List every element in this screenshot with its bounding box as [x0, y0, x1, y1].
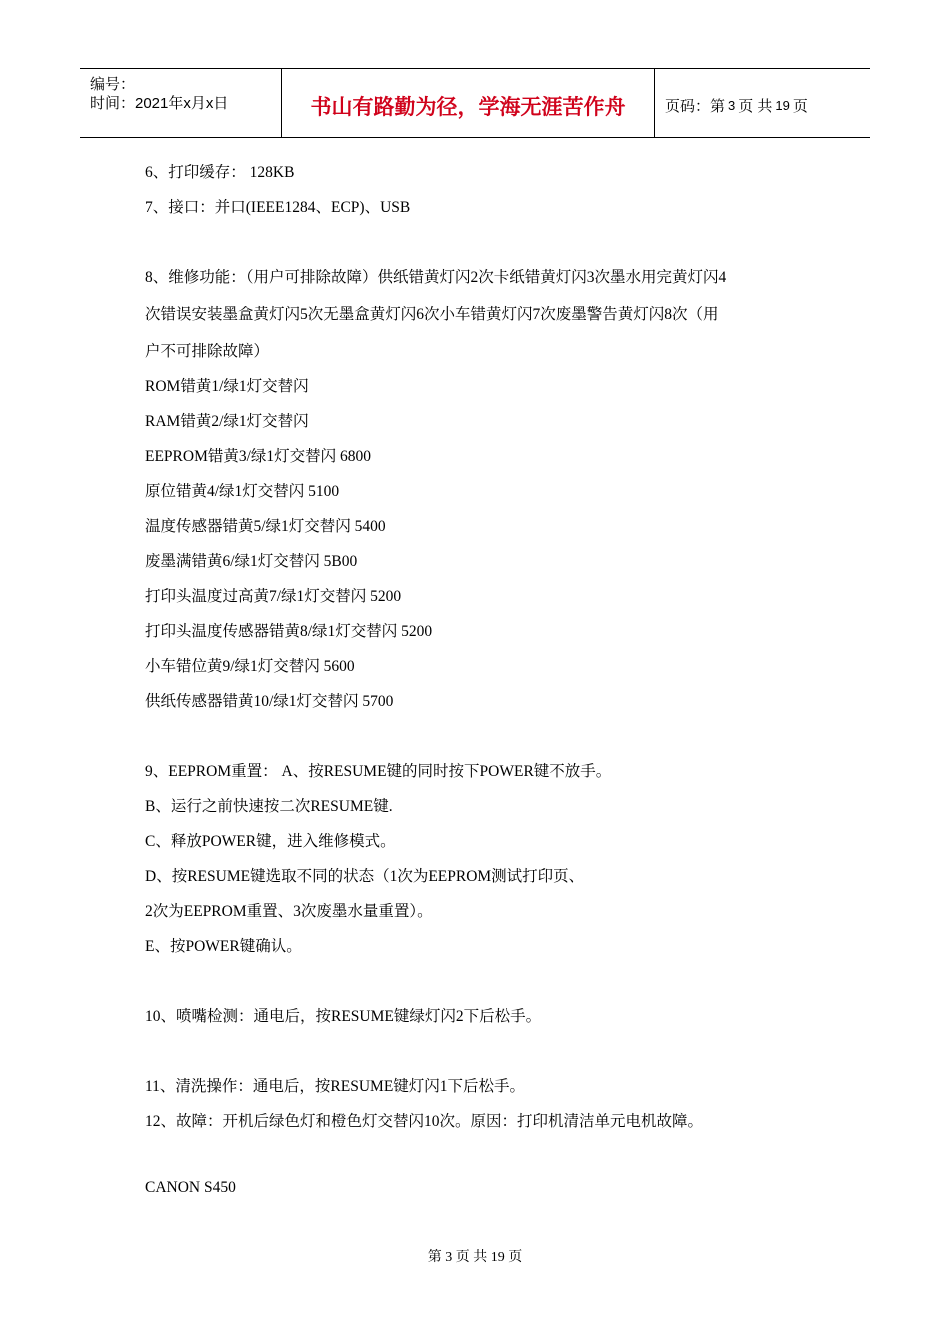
paragraph-line: 原位错黄4/绿1灯交替闪 5100	[145, 483, 340, 500]
paragraph-line: 小车错位黄9/绿1灯交替闪 5600	[145, 658, 355, 675]
paragraph-line: 2次为EEPROM重置、3次废墨水量重置）。	[145, 903, 433, 920]
page-prefix: 页码：第	[665, 97, 726, 115]
paragraph-line: 6、打印缓存： 128KB	[145, 164, 295, 181]
header-info-cell	[80, 69, 282, 137]
paragraph-line: 次错误安装墨盒黄灯闪5次无墨盒黄灯闪6次小车错黄灯闪7次废墨警告黄灯闪8次（用	[145, 306, 719, 323]
paragraph-line: 户不可排除故障）	[145, 343, 270, 360]
paragraph-line: ROM错黄1/绿1灯交替闪	[145, 378, 309, 395]
paragraph-line: 10、喷嘴检测：通电后，按RESUME键绿灯闪2下后松手。	[145, 1008, 542, 1025]
paragraph-line: RAM错黄2/绿1灯交替闪	[145, 413, 309, 430]
page-total: 19	[775, 97, 790, 113]
paragraph-line: 打印头温度过高黄7/绿1灯交替闪 5200	[145, 588, 402, 605]
header-motto: 书山有路勤为径，学海无涯苦作舟	[310, 95, 626, 119]
paragraph-line: C、释放POWER键，进入维修模式。	[145, 833, 396, 850]
paragraph-line: 温度传感器错黄5/绿1灯交替闪 5400	[145, 518, 386, 535]
paragraph-line: D、按RESUME键选取不同的状态（1次为EEPROM测试打印页、	[145, 868, 585, 885]
header-page-cell	[655, 69, 870, 137]
paragraph-line: 废墨满错黄6/绿1灯交替闪 5B00	[145, 553, 358, 570]
document-date: 时间：2021年x月x日	[90, 95, 229, 112]
paragraph-line: 7、接口：并口(IEEE1284、ECP)、USB	[145, 199, 411, 216]
paragraph-line: B、运行之前快速按二次RESUME键.	[145, 798, 393, 815]
paragraph-line: 11、清洗操作：通电后，按RESUME键灯闪1下后松手。	[145, 1078, 526, 1095]
document-number-label: 编号：	[90, 76, 136, 93]
paragraph-line: CANON S450	[145, 1179, 236, 1196]
paragraph-line: E、按POWER键确认。	[145, 938, 302, 955]
paragraph-line: 12、故障：开机后绿色灯和橙色灯交替闪10次。原因：打印机清洁单元电机故障。	[145, 1113, 704, 1130]
paragraph-line: 9、EEPROM重置： A、按RESUME键的同时按下POWER键不放手。	[145, 763, 612, 780]
page-suffix: 页	[792, 97, 808, 115]
paragraph-line: 打印头温度传感器错黄8/绿1灯交替闪 5200	[145, 623, 433, 640]
page-header	[80, 68, 870, 138]
header-motto-cell	[282, 69, 655, 137]
page-footer: 第 3 页 共 19 页	[427, 1250, 523, 1265]
page-mid: 页 共	[738, 97, 773, 115]
paragraph-line: 供纸传感器错黄10/绿1灯交替闪 5700	[145, 693, 394, 710]
paragraph-line: EEPROM错黄3/绿1灯交替闪 6800	[145, 448, 372, 465]
page-current: 3	[728, 97, 736, 113]
paragraph-line: 8、维修功能：（用户可排除故障）供纸错黄灯闪2次卡纸错黄灯闪3次墨水用完黄灯闪4	[145, 269, 727, 286]
